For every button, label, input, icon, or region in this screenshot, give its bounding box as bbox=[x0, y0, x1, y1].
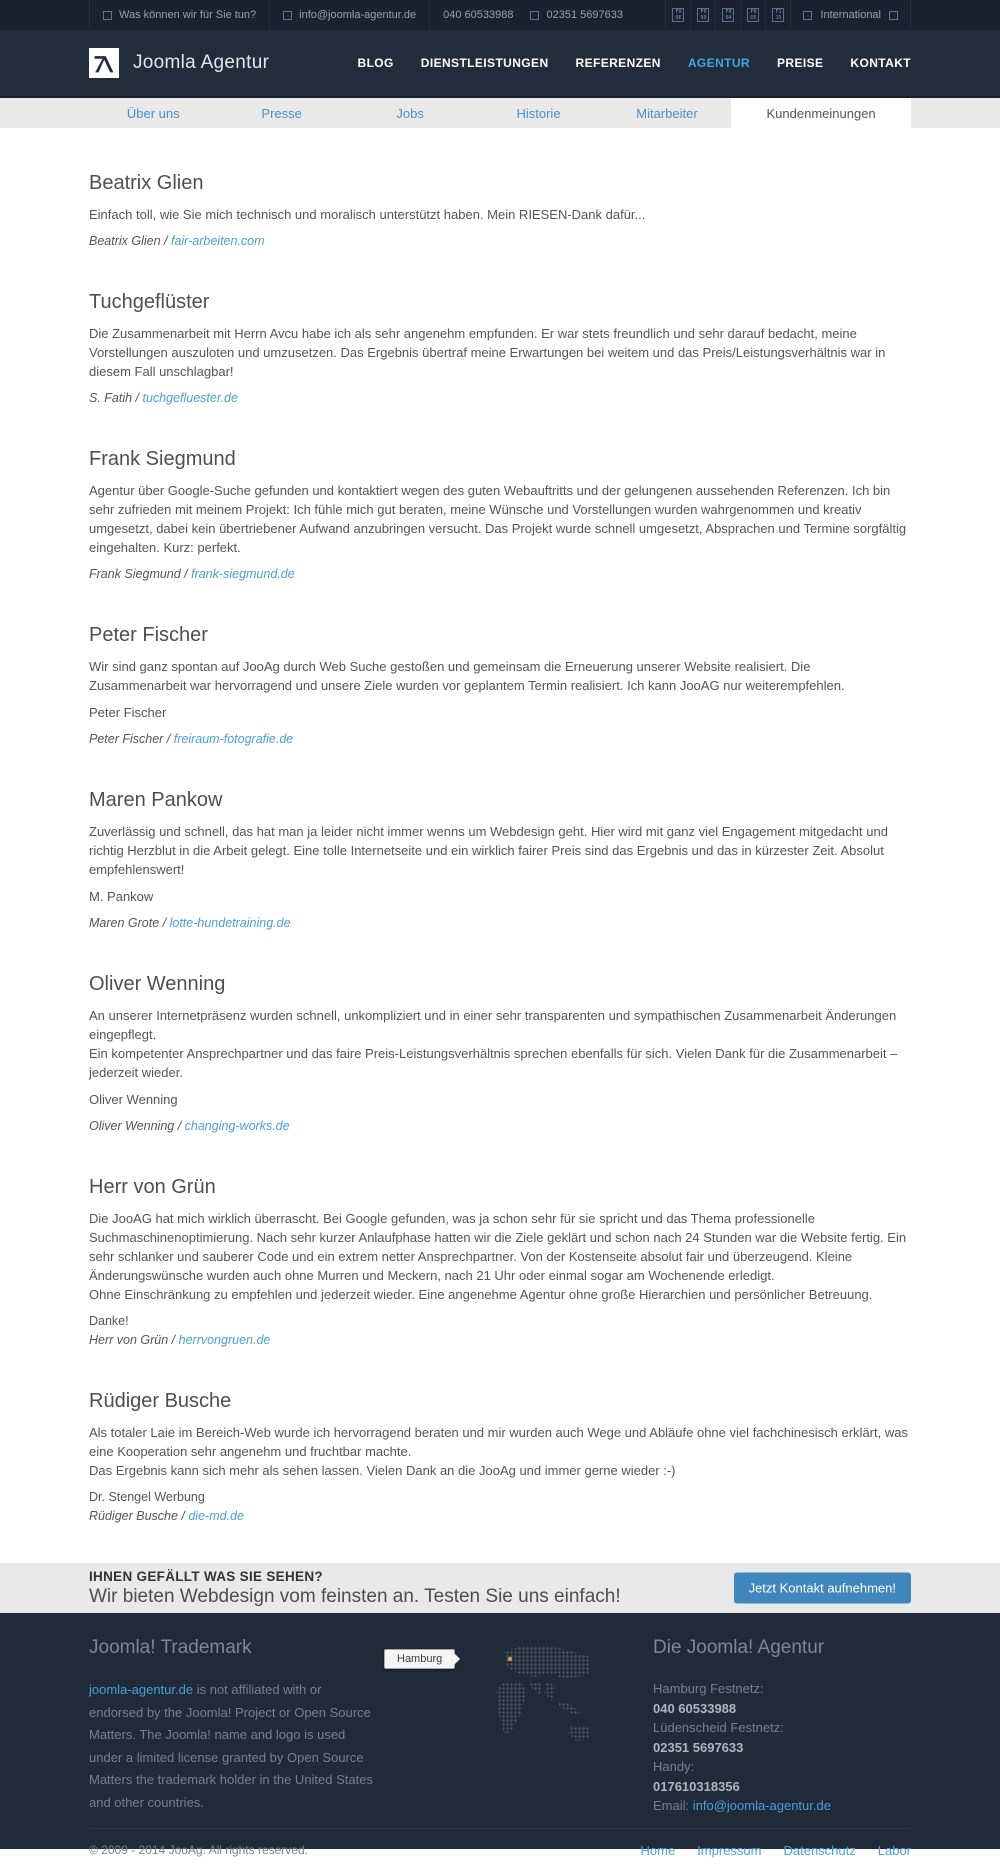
hamburg-map-dot bbox=[508, 1657, 512, 1661]
contact-button[interactable]: Jetzt Kontakt aufnehmen! bbox=[734, 1573, 911, 1604]
mail-icon bbox=[283, 11, 292, 20]
brand[interactable] bbox=[89, 48, 269, 78]
attribution-name: Beatrix Glien / bbox=[89, 234, 171, 248]
hamburg-map-label: Hamburg bbox=[384, 1649, 455, 1669]
topbar bbox=[0, 0, 1000, 30]
testimonial-website-link[interactable]: lotte-hundetraining.de bbox=[169, 916, 291, 930]
footer-contact-rows bbox=[653, 1679, 911, 1796]
topbar-item-label: info@joomla-agentur.de bbox=[299, 9, 417, 21]
topbar-right bbox=[665, 0, 911, 30]
social-icon-3[interactable] bbox=[715, 0, 740, 30]
attribution-pre-line: Danke! bbox=[89, 1314, 129, 1328]
testimonial bbox=[89, 291, 911, 408]
testimonial-attribution bbox=[89, 1488, 911, 1526]
testimonial-website-link[interactable]: die-md.de bbox=[188, 1509, 244, 1523]
testimonial-website-link[interactable]: changing-works.de bbox=[184, 1119, 290, 1133]
testimonial-attribution bbox=[89, 232, 911, 251]
missing-glyph-icon: F0 9E bbox=[672, 8, 684, 22]
footer-contact-row: 017610318356 bbox=[653, 1778, 740, 1794]
testimonial bbox=[89, 448, 911, 584]
testimonial bbox=[89, 172, 911, 251]
testimonial-paragraph: Als totaler Laie im Bereich-Web wurde ich hervorragend beraten und mir wurden auch Wege und Abläufe ohne viel fachchinesisch erklärt, was eine Kooperation sehr angenehm und fruchtbar machte. Das Ergebnis kann sich mehr als sehen lassen. Vielen Dank an die JooAg und immer gerne wieder :-) bbox=[89, 1425, 908, 1478]
attribution-name: Maren Grote / bbox=[89, 916, 170, 930]
footer-contact-row: 02351 5697633 bbox=[653, 1739, 744, 1755]
footer-contact-row: Hamburg Festnetz: bbox=[653, 1681, 764, 1696]
testimonial bbox=[89, 624, 911, 749]
testimonial-paragraph: Wir sind ganz spontan auf JooAg durch Web Suche gestoßen und gemeinsam die Erneuerung unserer Website realisiert. Die Zusammenarbeit war hervorragend und unsere Ziele wurden vor geplantem Termin realisiert. Ich kann JooAG nur weiterempfehlen. bbox=[89, 659, 845, 693]
nav-item-dienstleistungen[interactable]: DIENSTLEISTUNGEN bbox=[420, 56, 549, 70]
testimonial-heading: Oliver Wenning bbox=[89, 973, 226, 995]
testimonial-paragraph: Die Zusammenarbeit mit Herrn Avcu habe ich als sehr angenehm empfunden. Er war stets freundlich und sehr darauf bedacht, meine Vorstellungen auszuloten und umzusetzen. Das Ergebnis übertraf meine Erwartungen bei weitem und das Preis/Leistungsverhältnis war in diesem Fall unschlagbar! bbox=[89, 326, 886, 379]
header bbox=[0, 30, 1000, 98]
nav-item-agentur[interactable]: AGENTUR bbox=[687, 56, 750, 70]
footer-contact-row: Handy: bbox=[653, 1759, 695, 1774]
tab-über-uns[interactable]: Über uns bbox=[126, 105, 180, 121]
attribution-name: Herr von Grün / bbox=[89, 1333, 179, 1347]
testimonial-heading: Rüdiger Busche bbox=[89, 1390, 232, 1412]
missing-glyph-icon: F0 99 bbox=[697, 8, 709, 22]
footer-email-link[interactable]: info@joomla-agentur.de bbox=[692, 1798, 831, 1813]
missing-glyph-icon: F0 9A bbox=[722, 8, 734, 22]
testimonial bbox=[89, 789, 911, 933]
footer-contact-row: Lüdenscheid Festnetz: bbox=[653, 1720, 784, 1735]
world-map bbox=[397, 1643, 596, 1761]
testimonial-heading: Maren Pankow bbox=[89, 789, 223, 811]
joomla-agentur-link[interactable]: joomla-agentur.de bbox=[89, 1682, 194, 1697]
testimonial-attribution bbox=[89, 389, 911, 408]
social-icons bbox=[665, 0, 790, 30]
footer-trademark-column bbox=[89, 1637, 389, 1816]
nav-item-preise[interactable]: PREISE bbox=[777, 56, 824, 70]
footer-link-home[interactable]: Home bbox=[640, 1842, 676, 1858]
testimonial-heading: Beatrix Glien bbox=[89, 172, 204, 194]
nav-item-referenzen[interactable]: REFERENZEN bbox=[575, 56, 661, 70]
topbar-email-link[interactable] bbox=[269, 0, 429, 30]
trademark-text bbox=[89, 1679, 374, 1814]
nav-item-kontakt[interactable]: KONTAKT bbox=[850, 56, 911, 70]
testimonial-website-link[interactable]: herrvongruen.de bbox=[178, 1333, 271, 1347]
tab-historie[interactable]: Historie bbox=[516, 105, 561, 121]
social-icon-4[interactable] bbox=[740, 0, 765, 30]
testimonial-heading: Tuchgeflüster bbox=[89, 291, 210, 313]
testimonial-paragraph: An unserer Internetpräsenz wurden schnell, unkompliziert und in einer sehr transparenten und sympathischen Zusammenarbeit Änderungen eingepflegt. Ein kompetenter Ansprechpartner und das faire Preis-Leistungsverhältnis sprechen ebenfalls für sich. Vielen Dank für die Zusammenarbeit – jederzeit wieder. bbox=[89, 1008, 898, 1080]
testimonial-attribution bbox=[89, 1312, 911, 1350]
social-icon-5[interactable] bbox=[765, 0, 790, 30]
attribution-name: Frank Siegmund / bbox=[89, 567, 192, 581]
testimonial-website-link[interactable]: tuchgefluester.de bbox=[142, 391, 238, 405]
testimonial-paragraph: Oliver Wenning bbox=[89, 1092, 178, 1107]
testimonial-website-link[interactable]: freiraum-fotografie.de bbox=[173, 732, 294, 746]
tab-mitarbeiter[interactable]: Mitarbeiter bbox=[636, 105, 698, 121]
topbar-item-label: 040 60533988 bbox=[443, 9, 514, 21]
testimonial bbox=[89, 973, 911, 1136]
main-nav bbox=[358, 56, 912, 70]
nav-item-blog[interactable]: BLOG bbox=[357, 56, 394, 70]
footer bbox=[0, 1613, 1000, 1858]
footer-contact-row: 040 60533988 bbox=[653, 1700, 737, 1716]
brand-name: Joomla Agentur bbox=[133, 52, 270, 73]
tab-kundenmeinungen[interactable]: Kundenmeinungen bbox=[731, 98, 911, 128]
topbar-fax-number bbox=[526, 0, 635, 30]
copyright: © 2009 - 2014 JooAg. All rights reserved. bbox=[89, 1843, 308, 1857]
jooag-logo-icon bbox=[89, 48, 119, 78]
footer-contact-column bbox=[653, 1637, 911, 1816]
testimonial-attribution bbox=[89, 565, 911, 584]
cta-band bbox=[0, 1563, 1000, 1613]
topbar-items bbox=[89, 0, 636, 30]
testimonial-heading: Herr von Grün bbox=[89, 1176, 216, 1198]
testimonial-attribution bbox=[89, 914, 911, 933]
testimonial bbox=[89, 1176, 911, 1350]
testimonials-section bbox=[0, 128, 1000, 1563]
footer-trademark-heading: Joomla! Trademark bbox=[89, 1637, 252, 1658]
testimonial bbox=[89, 1390, 911, 1526]
testimonial-website-link[interactable]: frank-siegmund.de bbox=[191, 567, 295, 581]
help-icon bbox=[103, 11, 112, 20]
language-selector[interactable] bbox=[790, 0, 911, 30]
globe-icon bbox=[803, 11, 812, 20]
testimonial-paragraph: Agentur über Google-Suche gefunden und kontaktiert wegen des guten Webauftritts und der gelungenen aussehenden Referenzen. Ich bin sehr zufrieden mit meinem Projekt: Ich fühle mich gut beraten, meine Wünsche und Vorstellungen wurden wahrgenommen und kreativ umgesetzt, dabei kein übertriebener Aufwand anzubringen versucht. Das Projekt wurde schnell umgesetzt, Absprachen und Termine sorgfältig eingehalten. Kurz: perfekt. bbox=[89, 483, 907, 555]
attribution-pre-line: Dr. Stengel Werbung bbox=[89, 1490, 205, 1504]
tab-presse[interactable]: Presse bbox=[261, 105, 302, 121]
attribution-name: S. Fatih / bbox=[89, 391, 143, 405]
testimonial-paragraph: M. Pankow bbox=[89, 889, 154, 904]
fax-icon bbox=[530, 11, 539, 20]
testimonial-paragraph: Einfach toll, wie Sie mich technisch und moralisch unterstützt haben. Mein RIESEN-Dank dafür... bbox=[89, 207, 646, 222]
footer-email-row bbox=[653, 1796, 911, 1816]
chevron-down-icon bbox=[889, 11, 898, 20]
footer-links bbox=[641, 1843, 912, 1858]
social-icon-2[interactable] bbox=[690, 0, 715, 30]
topbar-phone-number bbox=[429, 0, 526, 30]
missing-glyph-icon: F0 D5 bbox=[747, 8, 759, 22]
tab-jobs[interactable]: Jobs bbox=[396, 105, 424, 121]
footer-link-labor[interactable]: Labor bbox=[877, 1842, 911, 1858]
testimonial-paragraph: Die JooAG hat mich wirklich überrascht. Bei Google gefunden, was ja schon sehr für sie spricht und das Thema professionelle Suchmaschinenoptimierung. Nach sehr kurzer Anlaufphase hatten wir die Ziele geklärt und schon nach 24 Stunden war die Website fertig. Ein sehr schlanker und sauberer Code und ein extrem netter Ansprechpartner. Von der Kostenseite absolut fair und überzeugend. Kleine Änderungswünsche wurden auch ohne Murren und Meckern, nach 21 Uhr oder einmal sogar am Wochenende erledigt. Ohne Einschränkung zu empfehlen und jederzeit wieder. Eine angenehme Agentur ohne große Hierarchien und persönlicher Betreuung. bbox=[89, 1211, 907, 1302]
testimonial-heading: Frank Siegmund bbox=[89, 448, 236, 470]
testimonial-paragraph: Peter Fischer bbox=[89, 705, 167, 720]
footer-link-impressum[interactable]: Impressum bbox=[697, 1842, 762, 1858]
missing-glyph-icon: F1 15 bbox=[772, 8, 784, 22]
social-icon-1[interactable] bbox=[665, 0, 690, 30]
tabbar bbox=[0, 98, 1000, 128]
topbar-item-label: 02351 5697633 bbox=[546, 9, 623, 21]
footer-link-datenschutz[interactable]: Datenschutz bbox=[783, 1842, 856, 1858]
cta-title: IHNEN GEFÄLLT WAS SIE SEHEN? bbox=[89, 1568, 323, 1584]
trademark-text-rest: is not affiliated with or endorsed by the Joomla! Project or Open Source Matters. The Joomla! name and logo is used under a limited license granted by Open Source Matters the trademark holder in the United States and other countries. bbox=[89, 1682, 373, 1810]
testimonial-heading: Peter Fischer bbox=[89, 624, 208, 646]
testimonial-attribution bbox=[89, 1117, 911, 1136]
attribution-name: Oliver Wenning / bbox=[89, 1119, 185, 1133]
testimonial-paragraph: Zuverlässig und schnell, das hat man ja leider nicht immer wenns um Webdesign geht. Hier wird mit ganz viel Engagement mitgedacht und richtig Herzblut in die Arbeit gelegt. Eine tolle Internetseite und ein wirklich fairer Preis sind das Ergebnis und das in kürzester Zeit. Absolut empfehlenswert! bbox=[89, 824, 888, 877]
attribution-name: Rüdiger Busche / bbox=[89, 1509, 189, 1523]
footer-map-column bbox=[389, 1637, 653, 1816]
language-selector-label: International bbox=[820, 9, 881, 21]
topbar-help-link[interactable] bbox=[89, 0, 269, 30]
cta-subtitle: Wir bieten Webdesign vom feinsten an. Testen Sie uns einfach! bbox=[89, 1585, 621, 1607]
attribution-name: Peter Fischer / bbox=[89, 732, 174, 746]
email-label: Email: bbox=[653, 1798, 693, 1813]
testimonials-list bbox=[89, 172, 911, 1526]
testimonial-attribution bbox=[89, 730, 911, 749]
tabs bbox=[89, 98, 911, 128]
footer-contact-heading: Die Joomla! Agentur bbox=[653, 1637, 825, 1658]
testimonial-website-link[interactable]: fair-arbeiten.com bbox=[170, 234, 265, 248]
topbar-item-label: Was können wir für Sie tun? bbox=[119, 9, 257, 21]
